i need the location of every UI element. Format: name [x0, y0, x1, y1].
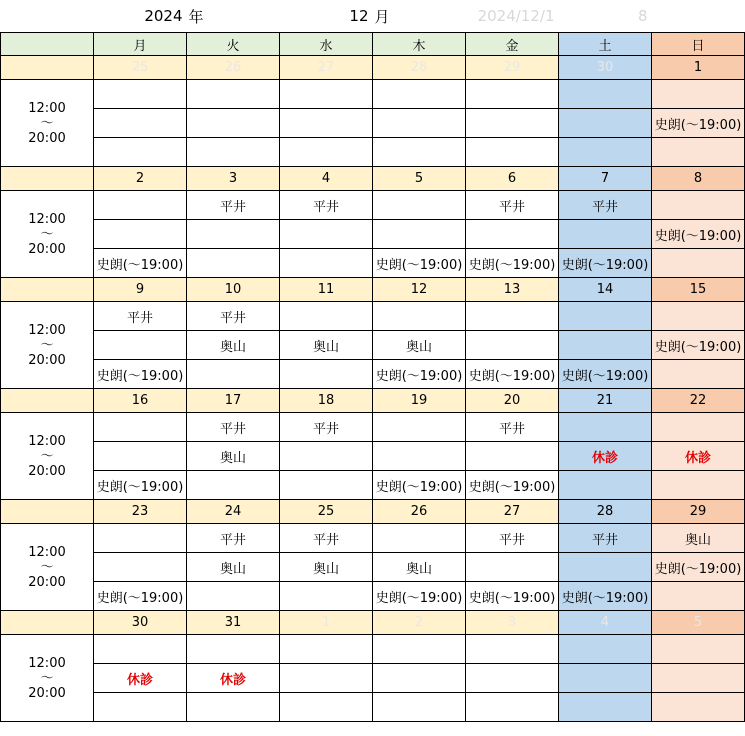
date-cell: 30: [559, 56, 652, 80]
shift-cell: 史朗(～19:00): [94, 471, 187, 500]
shift-cell: 平井: [466, 524, 559, 553]
year-unit: 年: [188, 7, 204, 26]
year-value: 2024: [144, 7, 183, 25]
shift-cell: [280, 302, 373, 331]
shift-row: [1, 524, 745, 553]
shift-cell: [559, 138, 652, 167]
shift-cell: 史朗(～19:00): [559, 582, 652, 611]
shift-cell: 奥山: [652, 524, 745, 553]
time-start: 12:00: [28, 322, 66, 338]
shift-cell: 史朗(～19:00): [559, 249, 652, 278]
shift-cell: [652, 413, 745, 442]
shift-cell: [94, 331, 187, 360]
shift-row: [1, 220, 745, 249]
shift-cell: [280, 360, 373, 389]
shift-cell: 史朗(～19:00): [652, 331, 745, 360]
date-cell: 9: [94, 278, 187, 302]
shift-cell: [652, 693, 745, 722]
shift-cell: 奥山: [187, 331, 280, 360]
time-end: 20:00: [28, 352, 66, 368]
shift-cell: [373, 524, 466, 553]
date-cell: 14: [559, 278, 652, 302]
shift-cell: [94, 138, 187, 167]
date-row: [1, 56, 745, 80]
time-sep: ～: [40, 670, 54, 686]
shift-cell: [280, 138, 373, 167]
closed-notice: 休診: [187, 664, 280, 693]
time-start: 12:00: [28, 100, 66, 116]
date-cell: 2: [373, 611, 466, 635]
date-cell: 3: [187, 167, 280, 191]
shift-cell: [466, 553, 559, 582]
shift-row: [1, 413, 745, 442]
title-blank: [1, 0, 94, 33]
shift-cell: [94, 80, 187, 109]
time-sep: ～: [40, 226, 54, 242]
shift-cell: 史朗(～19:00): [373, 471, 466, 500]
time-end: 20:00: [28, 685, 66, 701]
time-range: [1, 191, 94, 278]
shift-cell: 奥山: [373, 331, 466, 360]
shift-cell: [280, 664, 373, 693]
shift-cell: 奥山: [187, 553, 280, 582]
shift-cell: 平井: [94, 302, 187, 331]
shift-cell: [559, 302, 652, 331]
shift-cell: [280, 471, 373, 500]
shift-cell: [187, 138, 280, 167]
date-cell: 28: [373, 56, 466, 80]
shift-cell: [94, 635, 187, 664]
date-reference: 2024/12/1: [477, 7, 555, 25]
shift-cell: [373, 220, 466, 249]
shift-cell: [559, 553, 652, 582]
shift-cell: [466, 331, 559, 360]
shift-cell: [373, 635, 466, 664]
closed-notice: 休診: [559, 442, 652, 471]
shift-cell: [373, 442, 466, 471]
shift-cell: [280, 220, 373, 249]
date-cell: 28: [559, 500, 652, 524]
number-reference: 8: [637, 7, 648, 25]
shift-cell: [187, 471, 280, 500]
time-start: 12:00: [28, 211, 66, 227]
date-cell: 6: [466, 167, 559, 191]
shift-cell: [94, 553, 187, 582]
shift-row: [1, 138, 745, 167]
time-end: 20:00: [28, 463, 66, 479]
month-unit: 月: [374, 7, 390, 26]
date-row-corner: [1, 611, 94, 635]
shift-row: [1, 471, 745, 500]
shift-cell: [187, 635, 280, 664]
time-start: 12:00: [28, 544, 66, 560]
date-cell: 25: [280, 500, 373, 524]
date-row-corner: [1, 500, 94, 524]
shift-cell: 奥山: [373, 553, 466, 582]
shift-cell: [94, 524, 187, 553]
shift-cell: [373, 80, 466, 109]
title-blank-end: [652, 0, 745, 33]
shift-row: [1, 109, 745, 138]
time-range: [1, 302, 94, 389]
closed-notice: 休診: [652, 442, 745, 471]
date-cell: 5: [652, 611, 745, 635]
time-range: [1, 524, 94, 611]
date-row: [1, 500, 745, 524]
date-cell: 4: [280, 167, 373, 191]
date-cell: 27: [466, 500, 559, 524]
shift-cell: 史朗(～19:00): [373, 360, 466, 389]
shift-row: [1, 664, 745, 693]
shift-cell: 平井: [187, 191, 280, 220]
shift-cell: [280, 693, 373, 722]
shift-cell: [94, 442, 187, 471]
shift-cell: 平井: [187, 302, 280, 331]
date-cell: 7: [559, 167, 652, 191]
shift-cell: [373, 693, 466, 722]
shift-cell: 平井: [466, 413, 559, 442]
date-cell: 30: [94, 611, 187, 635]
date-cell: 20: [466, 389, 559, 413]
shift-cell: [280, 249, 373, 278]
time-end: 20:00: [28, 130, 66, 146]
shift-cell: 奥山: [187, 442, 280, 471]
date-cell: 26: [187, 56, 280, 80]
shift-cell: 史朗(～19:00): [466, 582, 559, 611]
date-cell: 22: [652, 389, 745, 413]
date-cell: 4: [559, 611, 652, 635]
shift-cell: 平井: [280, 191, 373, 220]
date-cell: 8: [652, 167, 745, 191]
weekday-sun: 日: [652, 33, 745, 56]
shift-cell: [94, 191, 187, 220]
date-row-corner: [1, 278, 94, 302]
shift-cell: [187, 109, 280, 138]
shift-cell: 史朗(～19:00): [466, 360, 559, 389]
shift-cell: [94, 413, 187, 442]
shift-cell: 史朗(～19:00): [94, 582, 187, 611]
time-range: [1, 413, 94, 500]
date-row-corner: [1, 56, 94, 80]
time-start: 12:00: [28, 655, 66, 671]
time-sep: ～: [40, 448, 54, 464]
time-range: [1, 80, 94, 167]
shift-cell: [466, 693, 559, 722]
shift-cell: [94, 109, 187, 138]
shift-cell: [559, 109, 652, 138]
shift-cell: [94, 220, 187, 249]
date-cell: 24: [187, 500, 280, 524]
date-cell: 1: [652, 56, 745, 80]
shift-cell: [652, 191, 745, 220]
shift-cell: [373, 413, 466, 442]
date-cell: 23: [94, 500, 187, 524]
weekday-wed: 水: [280, 33, 373, 56]
shift-cell: [466, 664, 559, 693]
shift-cell: [652, 249, 745, 278]
date-cell: 19: [373, 389, 466, 413]
date-row: [1, 278, 745, 302]
weekday-mon: 月: [94, 33, 187, 56]
date-cell: 5: [373, 167, 466, 191]
shift-cell: 奥山: [280, 331, 373, 360]
shift-row: [1, 331, 745, 360]
shift-cell: 史朗(～19:00): [466, 471, 559, 500]
shift-cell: 平井: [280, 413, 373, 442]
shift-cell: 史朗(～19:00): [94, 360, 187, 389]
shift-cell: [373, 138, 466, 167]
shift-cell: [652, 471, 745, 500]
shift-cell: [280, 80, 373, 109]
shift-row: [1, 360, 745, 389]
date-cell: 25: [94, 56, 187, 80]
shift-cell: [187, 80, 280, 109]
time-end: 20:00: [28, 241, 66, 257]
shift-cell: [187, 249, 280, 278]
date-cell: 10: [187, 278, 280, 302]
shift-cell: [187, 582, 280, 611]
weekday-header-row: [1, 33, 745, 56]
date-cell: 2: [94, 167, 187, 191]
shift-row: [1, 635, 745, 664]
weekday-corner: [1, 33, 94, 56]
shift-cell: [280, 442, 373, 471]
time-sep: ～: [40, 559, 54, 575]
shift-cell: [652, 360, 745, 389]
date-cell: 11: [280, 278, 373, 302]
time-sep: ～: [40, 115, 54, 131]
shift-row: [1, 249, 745, 278]
shift-cell: [187, 693, 280, 722]
shift-cell: 史朗(～19:00): [559, 360, 652, 389]
shift-cell: [559, 471, 652, 500]
time-start: 12:00: [28, 433, 66, 449]
shift-cell: 平井: [559, 524, 652, 553]
shift-cell: [559, 80, 652, 109]
date-row: [1, 611, 745, 635]
shift-cell: 平井: [280, 524, 373, 553]
shift-cell: [280, 582, 373, 611]
shift-cell: [187, 360, 280, 389]
shift-cell: [559, 693, 652, 722]
shift-row: [1, 191, 745, 220]
shift-row: [1, 302, 745, 331]
date-cell: 13: [466, 278, 559, 302]
shift-cell: [559, 635, 652, 664]
shift-cell: [466, 302, 559, 331]
date-cell: 1: [280, 611, 373, 635]
weekday-tue: 火: [187, 33, 280, 56]
shift-cell: [94, 693, 187, 722]
shift-cell: [559, 220, 652, 249]
closed-notice: 休診: [94, 664, 187, 693]
shift-cell: 史朗(～19:00): [373, 582, 466, 611]
shift-row: [1, 553, 745, 582]
shift-cell: [466, 442, 559, 471]
shift-cell: 史朗(～19:00): [466, 249, 559, 278]
date-cell: 31: [187, 611, 280, 635]
date-row-corner: [1, 167, 94, 191]
shift-cell: [559, 664, 652, 693]
shift-cell: [280, 109, 373, 138]
shift-cell: [373, 109, 466, 138]
shift-cell: 史朗(～19:00): [652, 220, 745, 249]
shift-cell: [652, 302, 745, 331]
shift-cell: [652, 635, 745, 664]
time-sep: ～: [40, 337, 54, 353]
date-row: [1, 389, 745, 413]
shift-cell: [559, 413, 652, 442]
time-range: [1, 635, 94, 722]
date-cell: 29: [466, 56, 559, 80]
shift-cell: [466, 109, 559, 138]
shift-row: [1, 442, 745, 471]
weekday-fri: 金: [466, 33, 559, 56]
shift-cell: 平井: [559, 191, 652, 220]
shift-row: [1, 693, 745, 722]
shift-cell: 史朗(～19:00): [652, 553, 745, 582]
shift-cell: [373, 302, 466, 331]
shift-cell: [652, 664, 745, 693]
month-value: 12: [349, 7, 369, 25]
date-cell: 26: [373, 500, 466, 524]
shift-cell: [373, 191, 466, 220]
weekday-thu: 木: [373, 33, 466, 56]
date-cell: 27: [280, 56, 373, 80]
date-cell: 12: [373, 278, 466, 302]
shift-cell: 平井: [187, 524, 280, 553]
weekday-sat: 土: [559, 33, 652, 56]
shift-cell: 奥山: [280, 553, 373, 582]
shift-cell: 史朗(～19:00): [373, 249, 466, 278]
shift-cell: [373, 664, 466, 693]
shift-cell: [466, 80, 559, 109]
date-cell: 17: [187, 389, 280, 413]
shift-cell: 平井: [187, 413, 280, 442]
date-cell: 16: [94, 389, 187, 413]
shift-cell: [280, 635, 373, 664]
date-row: [1, 167, 745, 191]
shift-cell: [652, 138, 745, 167]
date-cell: 3: [466, 611, 559, 635]
shift-cell: [652, 582, 745, 611]
shift-cell: [559, 331, 652, 360]
shift-cell: [466, 635, 559, 664]
date-row-corner: [1, 389, 94, 413]
shift-cell: 史朗(～19:00): [94, 249, 187, 278]
shift-cell: [466, 220, 559, 249]
date-cell: 21: [559, 389, 652, 413]
shift-row: [1, 80, 745, 109]
date-cell: 18: [280, 389, 373, 413]
date-cell: 29: [652, 500, 745, 524]
shift-cell: [652, 80, 745, 109]
shift-row: [1, 582, 745, 611]
title-row: [1, 0, 745, 33]
time-end: 20:00: [28, 574, 66, 590]
shift-cell: [187, 220, 280, 249]
date-cell: 15: [652, 278, 745, 302]
shift-cell: 平井: [466, 191, 559, 220]
shift-cell: 史朗(～19:00): [652, 109, 745, 138]
shift-cell: [466, 138, 559, 167]
